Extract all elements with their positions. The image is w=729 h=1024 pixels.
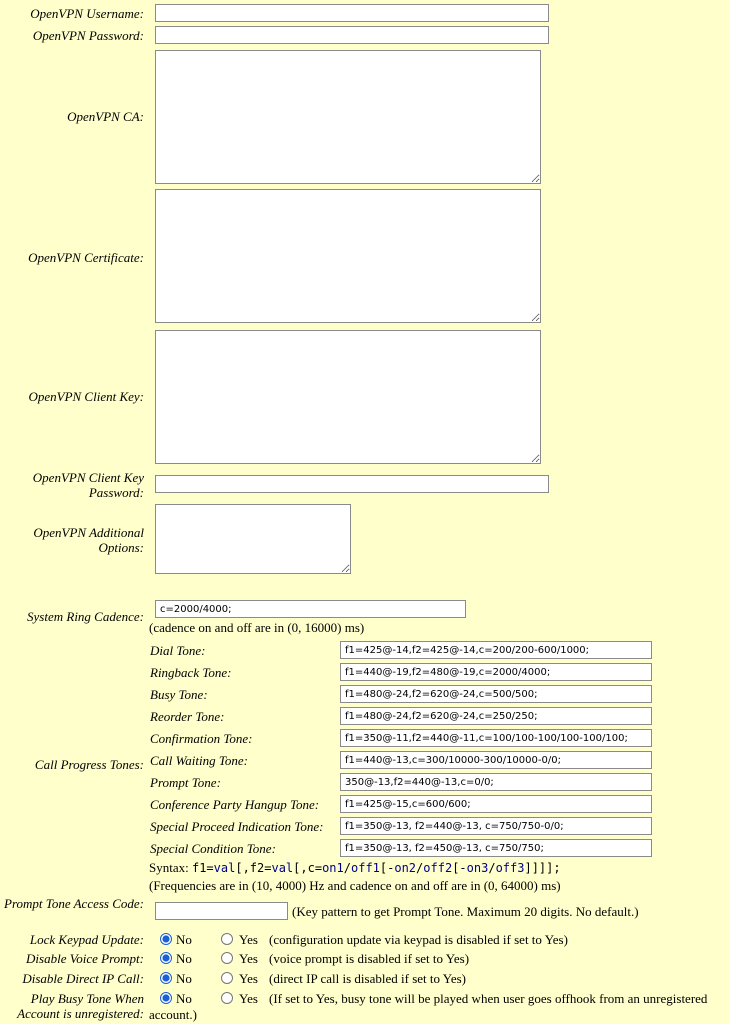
openvpn-username-input[interactable] [155,4,549,22]
openvpn-client-key-textarea[interactable] [155,330,541,464]
syntax-prefix: Syntax: [149,860,192,875]
conference-hangup-tone-input[interactable] [340,795,652,813]
play-busy-tone-yes-label: Yes [239,991,258,1006]
openvpn-ca-label: OpenVPN CA: [67,109,144,124]
disable-direct-ip-note: (direct IP call is disabled if set to Yes) [269,971,467,986]
call-waiting-tone-label: Call Waiting Tone: [150,753,249,768]
syntax-part: / [416,861,424,875]
play-busy-tone-note-continued: account.) [149,1007,198,1022]
disable-direct-ip-yes-label: Yes [239,971,258,986]
ringback-tone-label: Ringback Tone: [150,665,232,680]
syntax-part: val [213,861,236,875]
special-proceed-tone-label: Special Proceed Indication Tone: [150,819,324,834]
syntax-part: off2 [423,861,453,875]
openvpn-password-input[interactable] [155,26,549,44]
syntax-part: ]]]]; [524,861,561,875]
play-busy-tone-label: Play Busy Tone When Account is unregistered: [17,991,144,1021]
openvpn-ca-textarea[interactable] [155,50,541,184]
syntax-part: on3 [466,861,489,875]
ring-cadence-note: (cadence on and off are in (0, 16000) ms) [149,620,365,635]
syntax-part: on2 [394,861,417,875]
disable-voice-prompt-yes-label: Yes [239,951,258,966]
disable-direct-ip-label: Disable Direct IP Call: [22,971,144,986]
openvpn-additional-options-label: OpenVPN Additional Options: [33,525,144,555]
special-condition-tone-input[interactable] [340,839,652,857]
disable-voice-prompt-no-radio[interactable] [160,952,172,964]
syntax-part: [,f2= [235,861,272,875]
ring-cadence-input[interactable] [155,600,466,618]
openvpn-certificate-label: OpenVPN Certificate: [28,250,144,265]
busy-tone-label: Busy Tone: [150,687,208,702]
syntax-part: / [488,861,496,875]
disable-direct-ip-no-label: No [176,971,192,986]
lock-keypad-yes-label: Yes [239,932,258,947]
busy-tone-input[interactable] [340,685,652,703]
dial-tone-label: Dial Tone: [150,643,206,658]
lock-keypad-no-radio[interactable] [160,933,172,945]
confirmation-tone-label: Confirmation Tone: [150,731,253,746]
play-busy-tone-no-radio[interactable] [160,992,172,1004]
call-progress-label: Call Progress Tones: [34,757,144,772]
tone-syntax [149,860,561,876]
confirmation-tone-input[interactable] [340,729,652,747]
play-busy-tone-note: (If set to Yes, busy tone will be played when user goes offhook from an unregistered [269,991,708,1006]
special-condition-tone-label: Special Condition Tone: [150,841,276,856]
lock-keypad-note: (configuration update via keypad is disabled if set to Yes) [269,932,568,947]
lock-keypad-no-label: No [176,932,192,947]
openvpn-password-label: OpenVPN Password: [32,28,144,43]
disable-direct-ip-no-radio[interactable] [160,972,172,984]
syntax-part: [- [452,861,467,875]
ringback-tone-input[interactable] [340,663,652,681]
lock-keypad-yes-radio[interactable] [221,933,233,945]
frequency-note: (Frequencies are in (10, 4000) Hz and cadence on and off are in (0, 64000) ms) [149,878,561,893]
syntax-part: [- [379,861,395,875]
call-waiting-tone-input[interactable] [340,751,652,769]
disable-voice-prompt-no-label: No [176,951,192,966]
prompt-access-note: (Key pattern to get Prompt Tone. Maximum 20 digits. No default.) [292,904,639,919]
openvpn-client-key-password-input[interactable] [155,475,549,493]
ring-cadence-label: System Ring Cadence: [27,609,144,624]
syntax-part: / [343,861,351,875]
prompt-tone-label: Prompt Tone: [150,775,221,790]
disable-voice-prompt-note: (voice prompt is disabled if set to Yes) [269,951,470,966]
reorder-tone-input[interactable] [340,707,652,725]
disable-voice-prompt-yes-radio[interactable] [221,952,233,964]
openvpn-certificate-textarea[interactable] [155,189,541,323]
disable-voice-prompt-label: Disable Voice Prompt: [26,951,144,966]
syntax-part: val [271,861,294,875]
prompt-tone-input[interactable] [340,773,652,791]
reorder-tone-label: Reorder Tone: [150,709,225,724]
prompt-access-input[interactable] [155,902,288,920]
syntax-part: off1 [351,861,380,875]
syntax-part: [,c= [293,861,323,875]
openvpn-additional-options-textarea[interactable] [155,504,351,574]
openvpn-client-key-label: OpenVPN Client Key: [28,389,144,404]
disable-direct-ip-yes-radio[interactable] [221,972,233,984]
prompt-access-label: Prompt Tone Access Code: [4,896,144,911]
special-proceed-tone-input[interactable] [340,817,652,835]
conference-hangup-tone-label: Conference Party Hangup Tone: [150,797,320,812]
syntax-part: on1 [322,861,344,875]
openvpn-client-key-password-label: OpenVPN Client Key Password: [32,470,144,500]
lock-keypad-label: Lock Keypad Update: [29,932,144,947]
play-busy-tone-yes-radio[interactable] [221,992,233,1004]
syntax-part: off3 [495,861,525,875]
play-busy-tone-no-label: No [176,991,192,1006]
syntax-code [192,861,561,875]
openvpn-username-label: OpenVPN Username: [30,6,144,21]
dial-tone-input[interactable] [340,641,652,659]
syntax-part: f1= [191,861,214,875]
